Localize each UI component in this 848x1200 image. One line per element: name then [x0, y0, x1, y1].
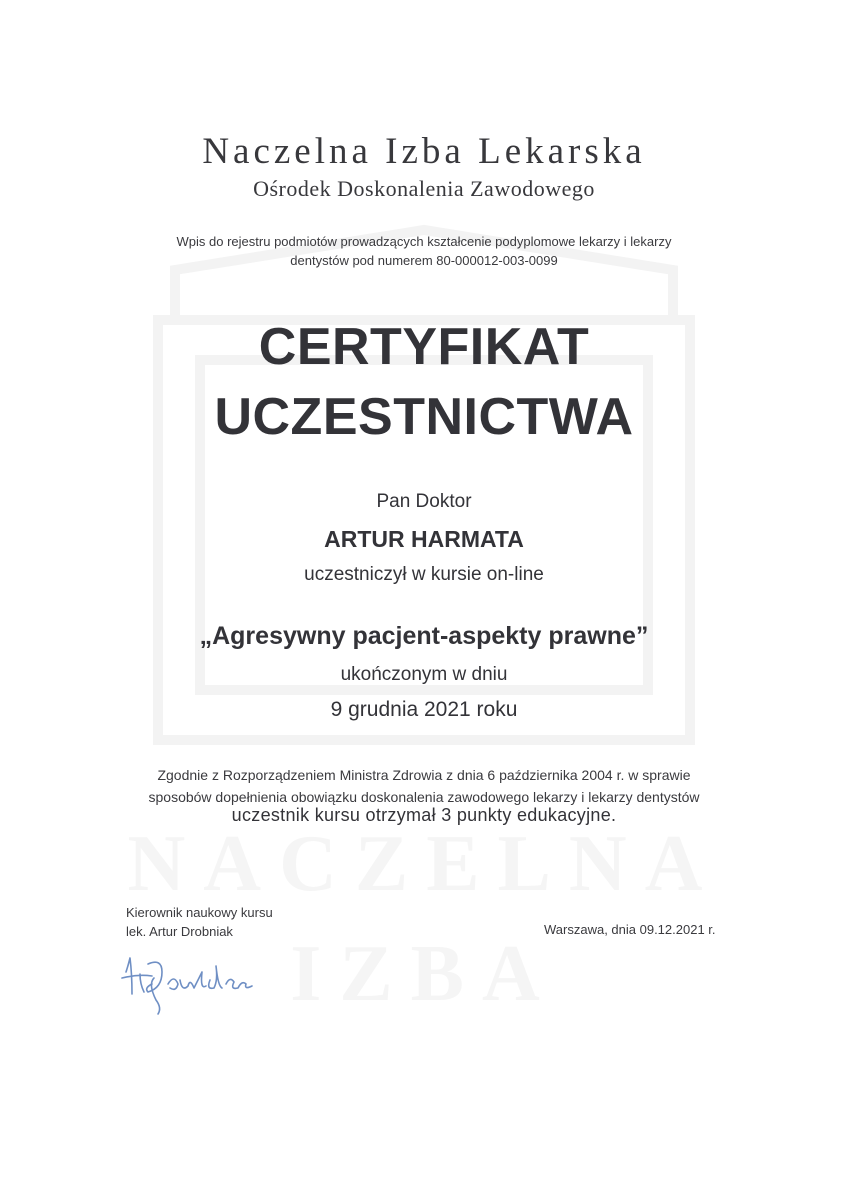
certificate-title-line-2: UCZESTNICTWA: [214, 388, 634, 446]
registry-line-1: Wpis do rejestru podmiotów prowadzących kształcenie podyplomowe lekarzy i lekarzy: [176, 234, 672, 249]
participation-text: uczestniczył w kursie on-line: [304, 564, 544, 585]
svg-text:IZBA: IZBA: [290, 930, 558, 1018]
honorific: Pan Doktor: [376, 491, 472, 512]
registry-line-2: dentystów pod numerem 80-000012-003-0099: [290, 253, 558, 268]
organization-unit: Ośrodek Doskonalenia Zawodowego: [253, 176, 595, 201]
registry-note: [0, 232, 848, 270]
place-and-date: Warszawa, dnia 09.12.2021 r.: [544, 922, 716, 937]
completion-date: 9 grudnia 2021 roku: [330, 698, 518, 721]
director-role: Kierownik naukowy kursu: [126, 905, 273, 920]
regulation-note: [0, 764, 848, 808]
course-director: [126, 903, 273, 941]
regulation-line-1: Zgodnie z Rozporządzeniem Ministra Zdrowia z dnia 6 października 2004 r. w sprawie: [157, 767, 691, 783]
course-title: „Agresywny pacjent-aspekty prawne”: [199, 622, 649, 650]
handwritten-signature: [118, 944, 268, 1024]
organization-name: Naczelna Izba Lekarska: [202, 131, 646, 172]
participant-name: ARTUR HARMATA: [324, 526, 524, 552]
director-name: lek. Artur Drobniak: [126, 924, 233, 939]
points-awarded: uczestnik kursu otrzymał 3 punkty edukacyjne.: [231, 805, 617, 825]
completed-text: ukończonym w dniu: [340, 664, 508, 685]
svg-text:NACZELNA: NACZELNA: [127, 820, 721, 908]
regulation-line-2: sposobów dopełnienia obowiązku doskonalenia zawodowego lekarzy i lekarzy dentystów: [148, 789, 700, 805]
certificate-title: [0, 312, 848, 452]
certificate-title-line-1: CERTYFIKAT: [258, 318, 590, 376]
